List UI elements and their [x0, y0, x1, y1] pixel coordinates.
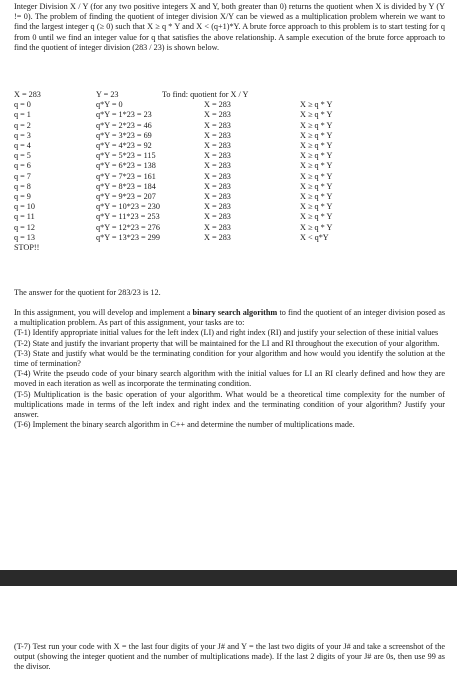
- trace-q: q = 7: [14, 171, 31, 181]
- trace-row: [14, 192, 444, 202]
- trace-comparison: X ≥ q * Y: [300, 100, 333, 110]
- trace-product: q*Y = 10*23 = 230: [96, 202, 160, 212]
- trace-row: [14, 100, 444, 110]
- trace-comparison: X ≥ q * Y: [300, 120, 333, 130]
- trace-x: X = 283: [204, 110, 231, 120]
- trace-comparison: X ≥ q * Y: [300, 161, 333, 171]
- trace-comparison: X ≥ q * Y: [300, 181, 333, 191]
- trace-row: [14, 223, 444, 233]
- trace-comparison: X < q*Y: [300, 232, 329, 242]
- task-t4: (T-4) Write the pseudo code of your binary search algorithm with the initial values for LI an RI clearly defined and how they are moved in each iteration as well as incorporate the terminating condition.: [14, 369, 445, 389]
- trace-product: q*Y = 0: [96, 100, 123, 110]
- trace-product: q*Y = 4*23 = 92: [96, 141, 152, 150]
- trace-row: [14, 141, 444, 151]
- trace-q: q = 12: [14, 222, 35, 232]
- trace-product: q*Y = 11*23 = 253: [96, 212, 160, 222]
- trace-header-row: [14, 90, 444, 100]
- trace-row: [14, 110, 444, 120]
- task-t2: (T-2) State and justify the invariant property that will be maintained for the LI and RI throughout the execution of your algorithm.: [14, 338, 440, 348]
- trace-product: q*Y = 5*23 = 115: [96, 151, 156, 161]
- trace-comparison: X ≥ q * Y: [300, 171, 333, 181]
- trace-x: X = 283: [204, 171, 231, 181]
- trace-x: X = 283: [204, 151, 231, 161]
- trace-q: q = 0: [14, 100, 31, 110]
- trace-y-value: Y = 23: [96, 90, 119, 99]
- trace-x: X = 283: [204, 141, 231, 150]
- trace-product: q*Y = 8*23 = 184: [96, 181, 156, 191]
- trace-product: q*Y = 7*23 = 161: [96, 171, 156, 181]
- trace-row: [14, 131, 444, 141]
- answer-sentence: The answer for the quotient for 283/23 is 12.: [14, 288, 161, 297]
- trace-q: q = 4: [14, 141, 31, 150]
- trace-x: X = 283: [204, 222, 231, 232]
- trace-product: q*Y = 13*23 = 299: [96, 232, 160, 242]
- trace-x: X = 283: [204, 161, 231, 171]
- trace-product: q*Y = 3*23 = 69: [96, 130, 152, 140]
- trace-x: X = 283: [204, 130, 231, 140]
- trace-row: [14, 172, 444, 182]
- task-t3: (T-3) State and justify what would be the terminating condition for your algorithm and how would you identify the solution at the time of termination?: [14, 348, 445, 369]
- trace-q: q = 1: [14, 110, 31, 120]
- task-t5: (T-5) Multiplication is the basic operation of your algorithm. What would be a theoretical time complexity for the number of multiplications made in terms of the left index and right index and the terminating condition of your algorithm? Justify your answer.: [14, 389, 445, 420]
- trace-stop-row: [14, 243, 444, 253]
- trace-product: q*Y = 12*23 = 276: [96, 222, 160, 232]
- trace-q: q = 10: [14, 202, 35, 212]
- trace-x: X = 283: [204, 202, 231, 212]
- trace-product: q*Y = 6*23 = 138: [96, 161, 156, 171]
- trace-q: q = 8: [14, 181, 31, 191]
- trace-comparison: X ≥ q * Y: [300, 110, 333, 120]
- trace-row: [14, 202, 444, 212]
- task-t6: (T-6) Implement the binary search algorithm in C++ and determine the number of multiplications made.: [14, 420, 355, 430]
- trace-comparison: X ≥ q * Y: [300, 222, 333, 232]
- trace-product: q*Y = 2*23 = 46: [96, 120, 152, 130]
- trace-comparison: X ≥ q * Y: [300, 151, 333, 161]
- trace-x-value: X = 283: [14, 90, 41, 99]
- trace-row: [14, 121, 444, 131]
- trace-stop-label: STOP!!: [14, 243, 40, 252]
- trace-comparison: X ≥ q * Y: [300, 192, 333, 201]
- trace-q: q = 11: [14, 212, 35, 222]
- trace-q: q = 13: [14, 232, 35, 242]
- trace-q: q = 3: [14, 130, 31, 140]
- lead-bold-term: binary search algorithm: [192, 308, 278, 317]
- trace-q: q = 2: [14, 120, 31, 130]
- trace-x: X = 283: [204, 120, 231, 130]
- task-t1: (T-1) Identify appropriate initial values for the left index (LI) and right index (RI) and justify your selection of these initial values: [14, 328, 439, 338]
- lead-text-after: to find the quotient of an integer division posed as a multiplication problem. As part of this assignment, your tasks are to:: [14, 308, 446, 328]
- trace-comparison: X ≥ q * Y: [300, 212, 333, 222]
- trace-x: X = 283: [204, 232, 231, 242]
- trace-q: q = 9: [14, 192, 31, 201]
- trace-q: q = 5: [14, 151, 31, 161]
- trace-product: q*Y = 1*23 = 23: [96, 110, 152, 120]
- trace-x: X = 283: [204, 212, 231, 222]
- trace-comparison: X ≥ q * Y: [300, 130, 333, 140]
- intro-paragraph: Integer Division X / Y (for any two positive integers X and Y, both greater than 0) returns the quotient when X is divided by Y (Y != 0). The problem of finding the quotient of integer division X/Y can be viewed as a multiplication problem wherein we want to find the largest integer q (≥ 0) such that X ≥ q * Y and X < (q+1)*Y. A brute force approach to this problem is to start testing for q from 0 until we find an integer value for q that satisfies the above relationship. A sample execution of the brute force approach to find the quotient of integer division (283 / 23) is shown below.: [14, 2, 445, 52]
- trace-row: [14, 212, 444, 222]
- trace-goal: To find: quotient for X / Y: [162, 90, 249, 99]
- trace-row: [14, 151, 444, 161]
- trace-x: X = 283: [204, 100, 231, 110]
- assignment-section: [14, 308, 445, 430]
- trace-row: [14, 233, 444, 243]
- trace-row: [14, 182, 444, 192]
- lead-text-before: In this assignment, you will develop and implement a: [14, 308, 193, 317]
- redaction-bar: [0, 570, 457, 586]
- trace-q: q = 6: [14, 161, 31, 171]
- trace-row: [14, 161, 444, 171]
- trace-x: X = 283: [204, 181, 231, 191]
- assignment-lead: [14, 308, 445, 328]
- trace-comparison: X ≥ q * Y: [300, 202, 333, 212]
- task-t7-paragraph: (T-7) Test run your code with X = the last four digits of your J# and Y = the last two digits of your J# and take a screenshot of the output (showing the integer quotient and the number of multiplications made). If the last 2 digits of your J# are 0s, then use 99 as the divisor.: [14, 642, 445, 672]
- trace-product: q*Y = 9*23 = 207: [96, 192, 156, 201]
- trace-comparison: X ≥ q * Y: [300, 141, 333, 150]
- trace-x: X = 283: [204, 192, 231, 201]
